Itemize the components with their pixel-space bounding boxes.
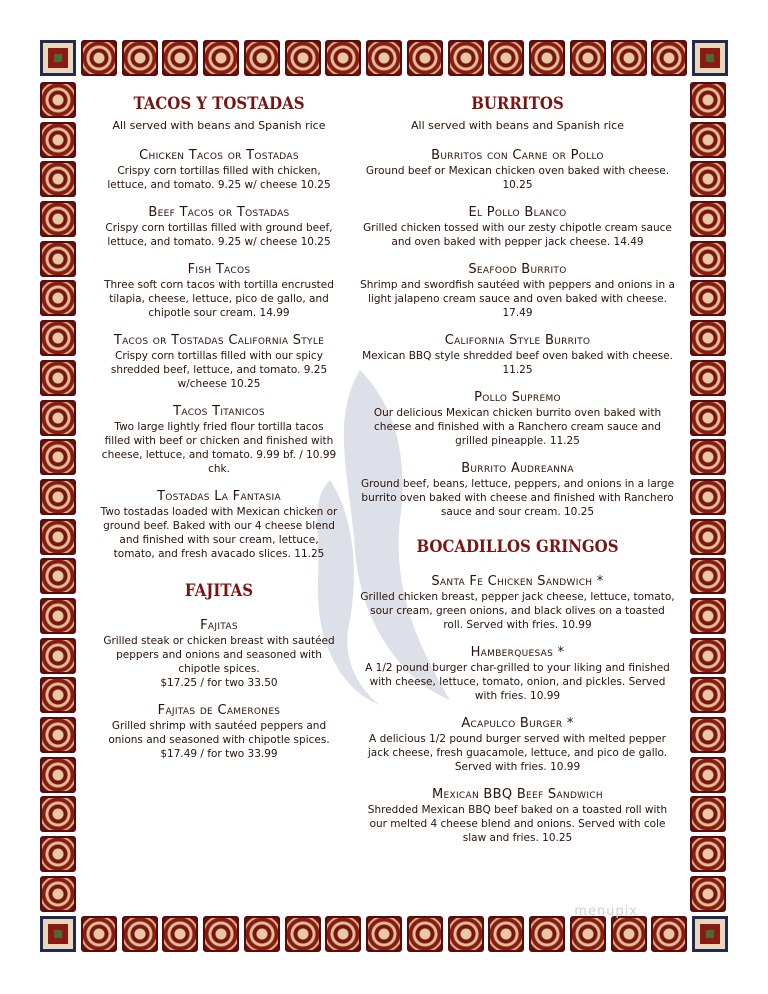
right-column xyxy=(360,92,675,857)
rose-tile xyxy=(690,360,726,396)
item-price: $17.25 / for two 33.50 xyxy=(160,677,278,689)
item-description: Mexican BBQ style shredded beef oven baked with cheese. 11.25 xyxy=(362,350,673,376)
menu-item xyxy=(360,204,675,249)
rose-tile xyxy=(690,439,726,475)
rose-tile xyxy=(611,916,647,952)
menupix-watermark: menupix xyxy=(574,904,638,919)
menu-item xyxy=(100,147,338,192)
menu-item xyxy=(360,786,675,845)
item-description: Grilled chicken breast, pepper jack cheese, lettuce, tomato, sour cream, green onions, and black olives on a toasted roll. Served with fries. 10.99 xyxy=(360,591,675,631)
rose-tile xyxy=(611,40,647,76)
rose-tile xyxy=(40,439,76,475)
rose-tile xyxy=(40,241,76,277)
rose-tile xyxy=(690,757,726,793)
rose-tile xyxy=(690,82,726,118)
menu-item xyxy=(100,204,338,249)
rose-tile xyxy=(488,40,524,76)
rose-tile xyxy=(40,876,76,912)
item-description: Grilled steak or chicken breast with sautéed peppers and onions and seasoned with chipotle spices. xyxy=(103,635,335,675)
rose-tile xyxy=(40,757,76,793)
item-name: Tacos or Tostadas California Style xyxy=(113,333,325,348)
item-name: Seafood Burrito xyxy=(468,262,567,277)
rose-tile xyxy=(40,82,76,118)
rose-tile xyxy=(366,40,402,76)
item-name: Fajitas de Camerones xyxy=(157,703,281,718)
rose-tile xyxy=(40,519,76,555)
menu-item xyxy=(100,702,338,761)
menu-item xyxy=(100,261,338,320)
rose-tile xyxy=(40,122,76,158)
rose-tile xyxy=(690,796,726,832)
rose-tile xyxy=(690,201,726,237)
item-name: Chicken Tacos or Tostadas xyxy=(139,148,299,163)
corner-tile xyxy=(40,40,76,76)
menu-item xyxy=(360,389,675,448)
border-bottom xyxy=(40,916,728,952)
item-name: Santa Fe Chicken Sandwich * xyxy=(431,574,604,589)
rose-tile xyxy=(690,836,726,872)
rose-tile xyxy=(81,916,117,952)
menu-item xyxy=(360,261,675,320)
menu-item xyxy=(360,147,675,192)
menu-item xyxy=(360,460,675,519)
rose-tile xyxy=(40,558,76,594)
item-name: Beef Tacos or Tostadas xyxy=(148,205,290,220)
border-top xyxy=(40,40,728,76)
rose-tile xyxy=(690,400,726,436)
rose-tile xyxy=(448,916,484,952)
item-price: $17.49 / for two 33.99 xyxy=(160,748,278,760)
rose-tile xyxy=(651,916,687,952)
rose-tile xyxy=(81,40,117,76)
rose-tile xyxy=(651,40,687,76)
item-description: Crispy corn tortillas filled with chicken, lettuce, and tomato. 9.25 w/ cheese 10.25 xyxy=(107,165,331,191)
rose-tile xyxy=(690,876,726,912)
rose-tile xyxy=(40,320,76,356)
item-description: Two large lightly fried flour tortilla tacos filled with beef or chicken and finished with cheese, lettuce, and tomato. 9.99 bf. / 10.99 chk. xyxy=(101,421,337,475)
item-name: Pollo Supremo xyxy=(474,390,561,405)
item-description: Two tostadas loaded with Mexican chicken or ground beef. Baked with our 4 cheese blend and finished with sour cream, lettuce, tomato, and fresh avacado slices. 11.25 xyxy=(100,506,338,560)
section-subtitle: All served with beans and Spanish rice xyxy=(112,119,326,132)
section-subtitle: All served with beans and Spanish rice xyxy=(411,119,624,132)
menu-item xyxy=(100,403,338,476)
rose-tile xyxy=(690,638,726,674)
item-name: Burrito Audreanna xyxy=(461,461,574,476)
rose-tile xyxy=(122,40,158,76)
item-name: Hamberquesas * xyxy=(470,645,565,660)
rose-tile xyxy=(40,201,76,237)
item-description: Crispy corn tortillas filled with ground beef, lettuce, and tomato. 9.25 w/ cheese 10.25 xyxy=(105,222,333,248)
item-name: Burritos con Carne or Pollo xyxy=(431,148,604,163)
rose-tile xyxy=(40,677,76,713)
item-description: Shrimp and swordfish sautéed with peppers and onions in a light jalapeno cream sauce and oven baked with cheese. 17.49 xyxy=(360,279,675,319)
rose-tile xyxy=(690,161,726,197)
menu-item xyxy=(100,617,338,690)
rose-tile xyxy=(690,280,726,316)
rose-tile xyxy=(122,916,158,952)
item-name: Tacos Titanicos xyxy=(173,404,265,419)
item-name: Tostadas La Fantasia xyxy=(157,489,281,504)
menu-item xyxy=(100,332,338,391)
rose-tile xyxy=(690,479,726,515)
rose-tile xyxy=(40,161,76,197)
rose-tile xyxy=(448,40,484,76)
item-description: Three soft corn tacos with tortilla encrusted tilapia, cheese, lettuce, pico de gallo, and chipotle sour cream. 14.99 xyxy=(104,279,334,319)
rose-tile xyxy=(690,558,726,594)
border-left xyxy=(40,82,78,912)
rose-tile xyxy=(40,836,76,872)
rose-tile xyxy=(488,916,524,952)
rose-tile xyxy=(40,360,76,396)
item-name: Acapulco Burger * xyxy=(461,716,574,731)
item-description: Our delicious Mexican chicken burrito oven baked with cheese and finished with a Ranchero cream sauce and grilled pineapple. 11.25 xyxy=(373,407,662,447)
item-name: Fish Tacos xyxy=(187,262,251,277)
rose-tile xyxy=(203,40,239,76)
item-name: Fajitas xyxy=(200,618,238,633)
rose-tile xyxy=(40,479,76,515)
rose-tile xyxy=(162,40,198,76)
section-title-tacos: TACOS Y TOSTADAS xyxy=(133,94,305,114)
rose-tile xyxy=(690,241,726,277)
corner-tile xyxy=(692,40,728,76)
rose-tile xyxy=(40,796,76,832)
rose-tile xyxy=(570,916,606,952)
item-name: El Pollo Blanco xyxy=(468,205,567,220)
rose-tile xyxy=(40,598,76,634)
rose-tile xyxy=(529,40,565,76)
rose-tile xyxy=(285,40,321,76)
section-title-fajitas: FAJITAS xyxy=(184,581,254,601)
item-description: Grilled chicken tossed with our zesty chipotle cream sauce and oven baked with pepper jack cheese. 14.49 xyxy=(363,222,672,248)
border-right xyxy=(690,82,728,912)
rose-tile xyxy=(40,400,76,436)
rose-tile xyxy=(40,717,76,753)
item-description: Crispy corn tortillas filled with our spicy shredded beef, lettuce, and tomato. 9.25 w/cheese 10.25 xyxy=(110,350,328,390)
corner-tile xyxy=(692,916,728,952)
item-description: A delicious 1/2 pound burger served with melted pepper jack cheese, fresh guacamole, lettuce, and pico de gallo. Served with fries. 10.99 xyxy=(367,733,668,773)
rose-tile xyxy=(366,916,402,952)
item-name: Mexican BBQ Beef Sandwich xyxy=(431,787,603,802)
rose-tile xyxy=(690,598,726,634)
rose-tile xyxy=(203,916,239,952)
item-description: A 1/2 pound burger char-grilled to your liking and finished with cheese, lettuce, tomato, onion, and pickles. Served with fries. 10.99 xyxy=(365,662,670,702)
rose-tile xyxy=(40,280,76,316)
item-description: Shredded Mexican BBQ beef baked on a toasted roll with our melted 4 cheese blend and onions. Served with cole slaw and fries. 10.25 xyxy=(367,804,668,844)
rose-tile xyxy=(407,916,443,952)
menu-item xyxy=(100,488,338,561)
menu-item xyxy=(360,332,675,377)
rose-tile xyxy=(407,40,443,76)
rose-tile xyxy=(325,40,361,76)
item-description: Grilled shrimp with sautéed peppers and onions and seasoned with chipotle spices. xyxy=(108,720,330,746)
menu-item xyxy=(360,644,675,703)
rose-tile xyxy=(529,916,565,952)
rose-tile xyxy=(285,916,321,952)
item-description: Ground beef or Mexican chicken oven baked with cheese. 10.25 xyxy=(365,165,670,191)
rose-tile xyxy=(244,40,280,76)
section-title-gringos: BOCADILLOS GRINGOS xyxy=(416,537,619,557)
item-description: Ground beef, beans, lettuce, peppers, and onions in a large burrito oven baked with cheese and finished with Ranchero sauce and sour cream. 10.25 xyxy=(360,478,675,518)
rose-tile xyxy=(570,40,606,76)
rose-tile xyxy=(690,677,726,713)
menu-item xyxy=(360,573,675,632)
item-name: California Style Burrito xyxy=(444,333,591,348)
rose-tile xyxy=(690,519,726,555)
rose-tile xyxy=(690,717,726,753)
rose-tile xyxy=(40,638,76,674)
rose-tile xyxy=(162,916,198,952)
rose-tile xyxy=(690,122,726,158)
left-column xyxy=(100,92,338,773)
rose-tile xyxy=(244,916,280,952)
menu-item xyxy=(360,715,675,774)
rose-tile xyxy=(325,916,361,952)
section-title-burritos: BURRITOS xyxy=(471,94,564,114)
corner-tile xyxy=(40,916,76,952)
rose-tile xyxy=(690,320,726,356)
